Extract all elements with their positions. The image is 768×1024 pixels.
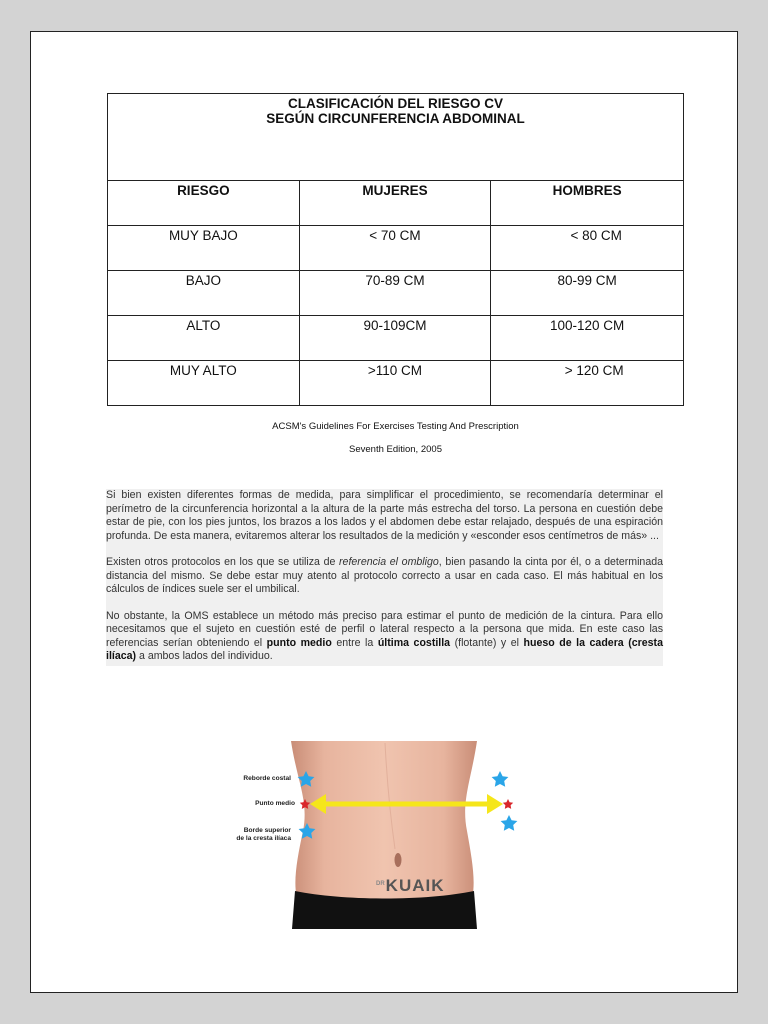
label-punto-medio: Punto medio bbox=[255, 800, 295, 807]
label-reborde-costal: Reborde costal bbox=[243, 775, 291, 782]
table-header-row bbox=[108, 181, 684, 226]
waist-measurement-figure bbox=[225, 741, 544, 929]
table-cell: < 70 CM bbox=[299, 226, 491, 271]
table-row bbox=[108, 226, 684, 271]
table-cell: >110 CM bbox=[299, 361, 491, 406]
star-reborde-right bbox=[492, 771, 509, 787]
header-hombres: HOMBRES bbox=[491, 181, 684, 226]
star-punto-right bbox=[503, 799, 513, 809]
table-cell: 100-120 CM bbox=[491, 316, 684, 361]
navel bbox=[395, 853, 402, 867]
risk-classification-table bbox=[107, 93, 684, 406]
table-cell: > 120 CM bbox=[491, 361, 684, 406]
label-borde-line1: Borde superior bbox=[243, 827, 291, 834]
table-title-line2: SEGÚN CIRCUNFERENCIA ABDOMINAL bbox=[266, 111, 525, 126]
text-span: entre la bbox=[331, 636, 378, 649]
table-title bbox=[108, 94, 684, 181]
text-span: , bien pasando la cinta por él, o a determinada distancia del mismo. Se debe estar muy atento al protocolo correcto a usar en cada caso. El más habitual en los cálculos de índices suele ser el umbilical. bbox=[106, 556, 663, 595]
header-mujeres: MUJERES bbox=[299, 181, 491, 226]
bold-text: punto medio bbox=[266, 636, 332, 649]
label-borde-superior bbox=[227, 827, 291, 843]
table-cell: < 80 CM bbox=[491, 226, 684, 271]
text-span: No obstante, la OMS establece un método más preciso para estimar el punto de medición de la cintura. Para ello necesitamos que el sujeto en cuestión esté de perfil o lateral respecto a la persona que mida. En este caso las referencias serían obteniendo el bbox=[106, 609, 663, 649]
paragraph-1: Si bien existen diferentes formas de medida, para simplificar el procedimiento, se recomendaría determinar el perímetro de la circunferencia horizontal a la altura de la parte más estrecha del torso. La persona en cuestión debe estar de pie, con los pies juntos, los brazos a los lados y el abdomen debe estar relajado, después de una espiración profunda. De esta manera, evitaremos alterar los resultados de la medición y «esconder esos centímetros de más» ... bbox=[106, 489, 663, 542]
table-cell: MUY BAJO bbox=[108, 226, 300, 271]
citation-edition: Seventh Edition, 2005 bbox=[349, 444, 442, 455]
bold-text: última costilla bbox=[377, 636, 451, 649]
brand-logo bbox=[376, 876, 445, 896]
text-span: a ambos lados del individuo. bbox=[136, 650, 273, 662]
star-cresta-right bbox=[501, 815, 518, 831]
label-borde-line2: de la cresta ilíaca bbox=[236, 835, 291, 842]
table-title-line1: CLASIFICACIÓN DEL RIESGO CV bbox=[287, 96, 504, 111]
arrow-head-right bbox=[487, 794, 503, 814]
table-cell: 90-109CM bbox=[299, 316, 491, 361]
emphasis-text: referencia el ombligo bbox=[339, 556, 439, 568]
document-page bbox=[30, 31, 738, 993]
logo-text: KUAIK bbox=[385, 876, 445, 895]
text-span: (flotante) y el bbox=[450, 636, 524, 649]
bold-text: hueso de la cadera (cresta ilíaca) bbox=[106, 636, 663, 662]
table-row bbox=[108, 361, 684, 406]
table-row bbox=[108, 316, 684, 361]
logo-prefix: DR bbox=[376, 881, 385, 887]
table-row bbox=[108, 271, 684, 316]
body-text bbox=[106, 489, 663, 666]
header-riesgo: RIESGO bbox=[108, 181, 300, 226]
paragraph-3 bbox=[106, 610, 663, 664]
table-cell: MUY ALTO bbox=[108, 361, 300, 406]
table-cell: ALTO bbox=[108, 316, 300, 361]
text-span: Existen otros protocolos en los que se utiliza de bbox=[106, 556, 340, 568]
table-cell: BAJO bbox=[108, 271, 300, 316]
paragraph-2 bbox=[106, 556, 663, 597]
table-cell: 80-99 CM bbox=[491, 271, 684, 316]
table-cell: 70-89 CM bbox=[299, 271, 491, 316]
citation-title: ACSM's Guidelines For Exercises Testing And Prescription bbox=[272, 421, 519, 432]
